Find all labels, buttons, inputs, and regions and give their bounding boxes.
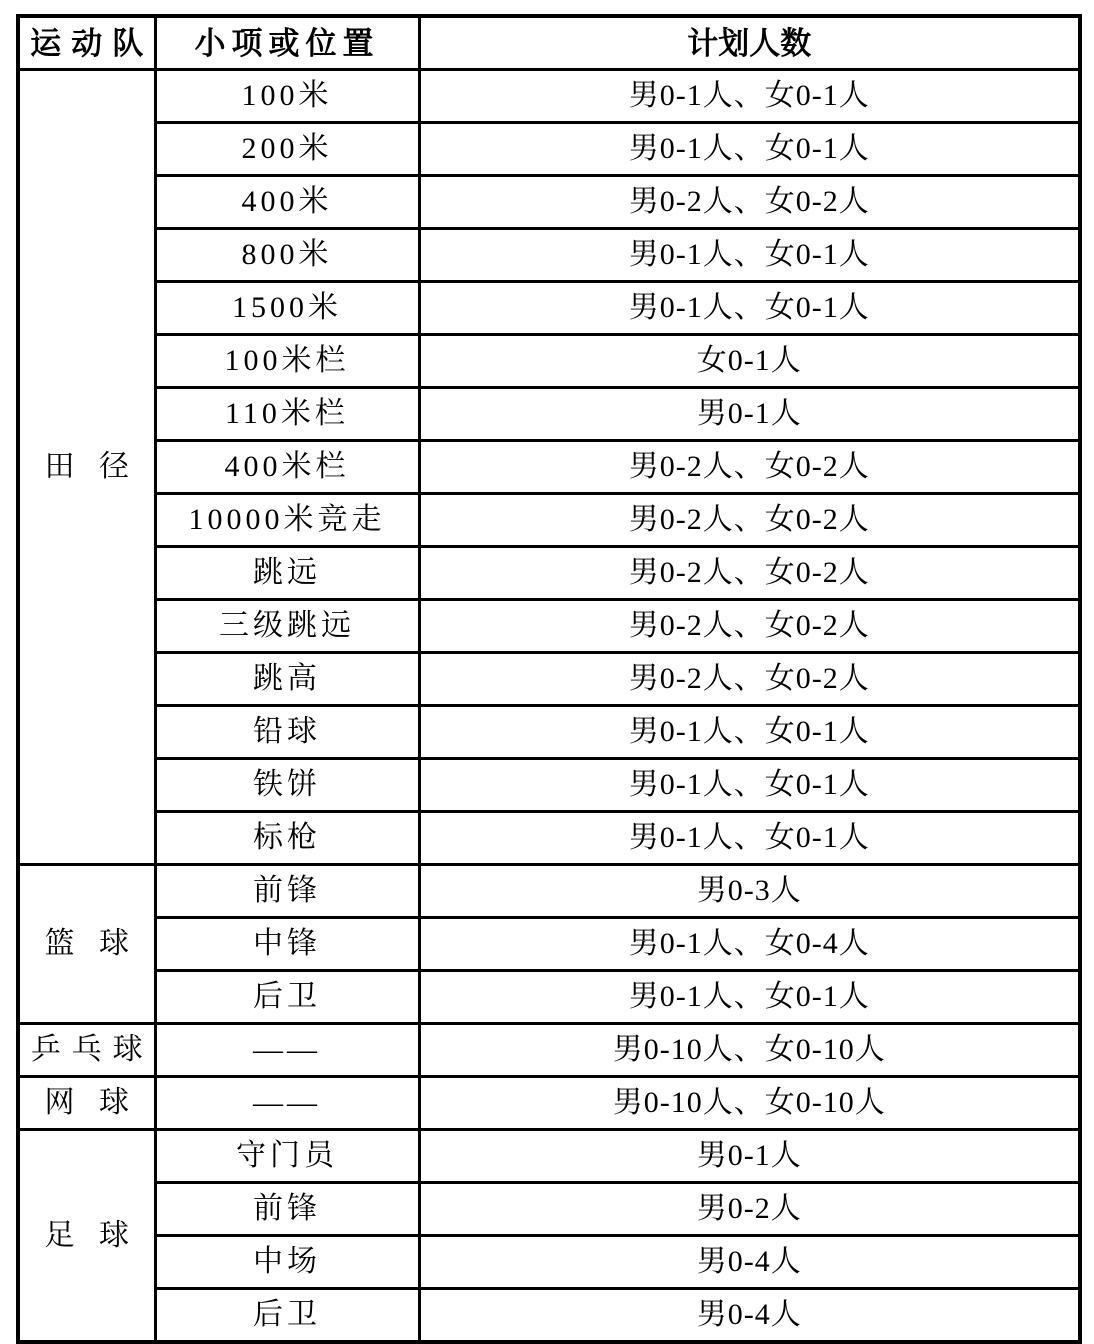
- event-cell: 铅球: [155, 706, 419, 759]
- column-header-planned-count: 计划人数: [419, 16, 1080, 70]
- table-row: [18, 282, 1080, 335]
- table-row: [18, 123, 1080, 176]
- table-row: [18, 229, 1080, 282]
- column-header-team: [18, 16, 155, 70]
- plan-count-cell: 男0-4人: [419, 1289, 1080, 1343]
- plan-count-cell: 男0-1人、女0-1人: [419, 70, 1080, 123]
- team-cell-3: [18, 1077, 155, 1130]
- team-cell-4: [18, 1130, 155, 1343]
- table-row: [18, 494, 1080, 547]
- distributed-text: 足 球: [44, 1218, 129, 1252]
- table-row: [18, 1289, 1080, 1343]
- event-cell: 110米栏: [155, 388, 419, 441]
- event-cell: 1500米: [155, 282, 419, 335]
- event-cell: 100米栏: [155, 335, 419, 388]
- plan-count-cell: 男0-2人、女0-2人: [419, 600, 1080, 653]
- plan-count-cell: 男0-10人、女0-10人: [419, 1024, 1080, 1077]
- plan-count-cell: 男0-1人、女0-1人: [419, 123, 1080, 176]
- event-cell: 标枪: [155, 812, 419, 865]
- plan-count-cell: 男0-1人、女0-1人: [419, 759, 1080, 812]
- event-cell: 中锋: [155, 918, 419, 971]
- event-cell: 后卫: [155, 971, 419, 1024]
- plan-count-cell: 男0-2人: [419, 1183, 1080, 1236]
- header-row: [18, 16, 1080, 70]
- recruitment-plan-table: [16, 14, 1082, 1344]
- event-cell: 400米: [155, 176, 419, 229]
- event-cell: 跳远: [155, 547, 419, 600]
- plan-count-cell: 男0-2人、女0-2人: [419, 653, 1080, 706]
- event-cell: 中场: [155, 1236, 419, 1289]
- table-row: [18, 441, 1080, 494]
- team-cell-1: [18, 865, 155, 1024]
- distributed-text: 网 球: [44, 1086, 129, 1119]
- event-cell: ——: [155, 1024, 419, 1077]
- table-row: [18, 971, 1080, 1024]
- event-cell: 铁饼: [155, 759, 419, 812]
- distributed-text: 篮 球: [44, 927, 129, 960]
- event-cell: 400米栏: [155, 441, 419, 494]
- plan-count-cell: 男0-1人: [419, 1130, 1080, 1183]
- table-row: [18, 600, 1080, 653]
- plan-count-cell: 男0-3人: [419, 865, 1080, 918]
- table-row: [18, 812, 1080, 865]
- event-cell: 800米: [155, 229, 419, 282]
- event-cell: 100米: [155, 70, 419, 123]
- table-row: [18, 759, 1080, 812]
- event-cell: 200米: [155, 123, 419, 176]
- plan-count-cell: 男0-1人、女0-1人: [419, 229, 1080, 282]
- table-row: [18, 176, 1080, 229]
- plan-count-cell: 男0-1人、女0-4人: [419, 918, 1080, 971]
- event-cell: 前锋: [155, 1183, 419, 1236]
- table-row: [18, 335, 1080, 388]
- plan-count-cell: 男0-1人、女0-1人: [419, 971, 1080, 1024]
- event-cell: 三级跳远: [155, 600, 419, 653]
- plan-count-cell: 男0-10人、女0-10人: [419, 1077, 1080, 1130]
- table-row: [18, 653, 1080, 706]
- plan-count-cell: 男0-1人: [419, 388, 1080, 441]
- event-cell: 后卫: [155, 1289, 419, 1343]
- plan-count-cell: 男0-2人、女0-2人: [419, 547, 1080, 600]
- distributed-text: 运 动 队: [30, 25, 144, 61]
- plan-count-cell: 男0-2人、女0-2人: [419, 494, 1080, 547]
- table-row: [18, 1024, 1080, 1077]
- plan-count-cell: 女0-1人: [419, 335, 1080, 388]
- table-row: [18, 70, 1080, 123]
- distributed-text: 田 径: [44, 450, 129, 483]
- team-cell-2: [18, 1024, 155, 1077]
- plan-count-cell: 男0-2人、女0-2人: [419, 176, 1080, 229]
- plan-count-cell: 男0-1人、女0-1人: [419, 812, 1080, 865]
- distributed-text: 乒 乓 球: [30, 1033, 143, 1066]
- team-cell-0: [18, 70, 155, 865]
- table-row: [18, 1183, 1080, 1236]
- event-cell: ——: [155, 1077, 419, 1130]
- plan-count-cell: 男0-2人、女0-2人: [419, 441, 1080, 494]
- table-row: [18, 865, 1080, 918]
- event-cell: 跳高: [155, 653, 419, 706]
- event-cell: 前锋: [155, 865, 419, 918]
- column-header-event-or-position: 小项或位置: [155, 16, 419, 70]
- table-row: [18, 388, 1080, 441]
- table-row: [18, 547, 1080, 600]
- table-row: [18, 918, 1080, 971]
- table-row: [18, 1236, 1080, 1289]
- table-body: [18, 70, 1080, 1343]
- event-cell: 10000米竞走: [155, 494, 419, 547]
- plan-count-cell: 男0-4人: [419, 1236, 1080, 1289]
- plan-count-cell: 男0-1人、女0-1人: [419, 282, 1080, 335]
- plan-count-cell: 男0-1人、女0-1人: [419, 706, 1080, 759]
- table-row: [18, 1077, 1080, 1130]
- table-row: [18, 706, 1080, 759]
- event-cell: 守门员: [155, 1130, 419, 1183]
- table-row: [18, 1130, 1080, 1183]
